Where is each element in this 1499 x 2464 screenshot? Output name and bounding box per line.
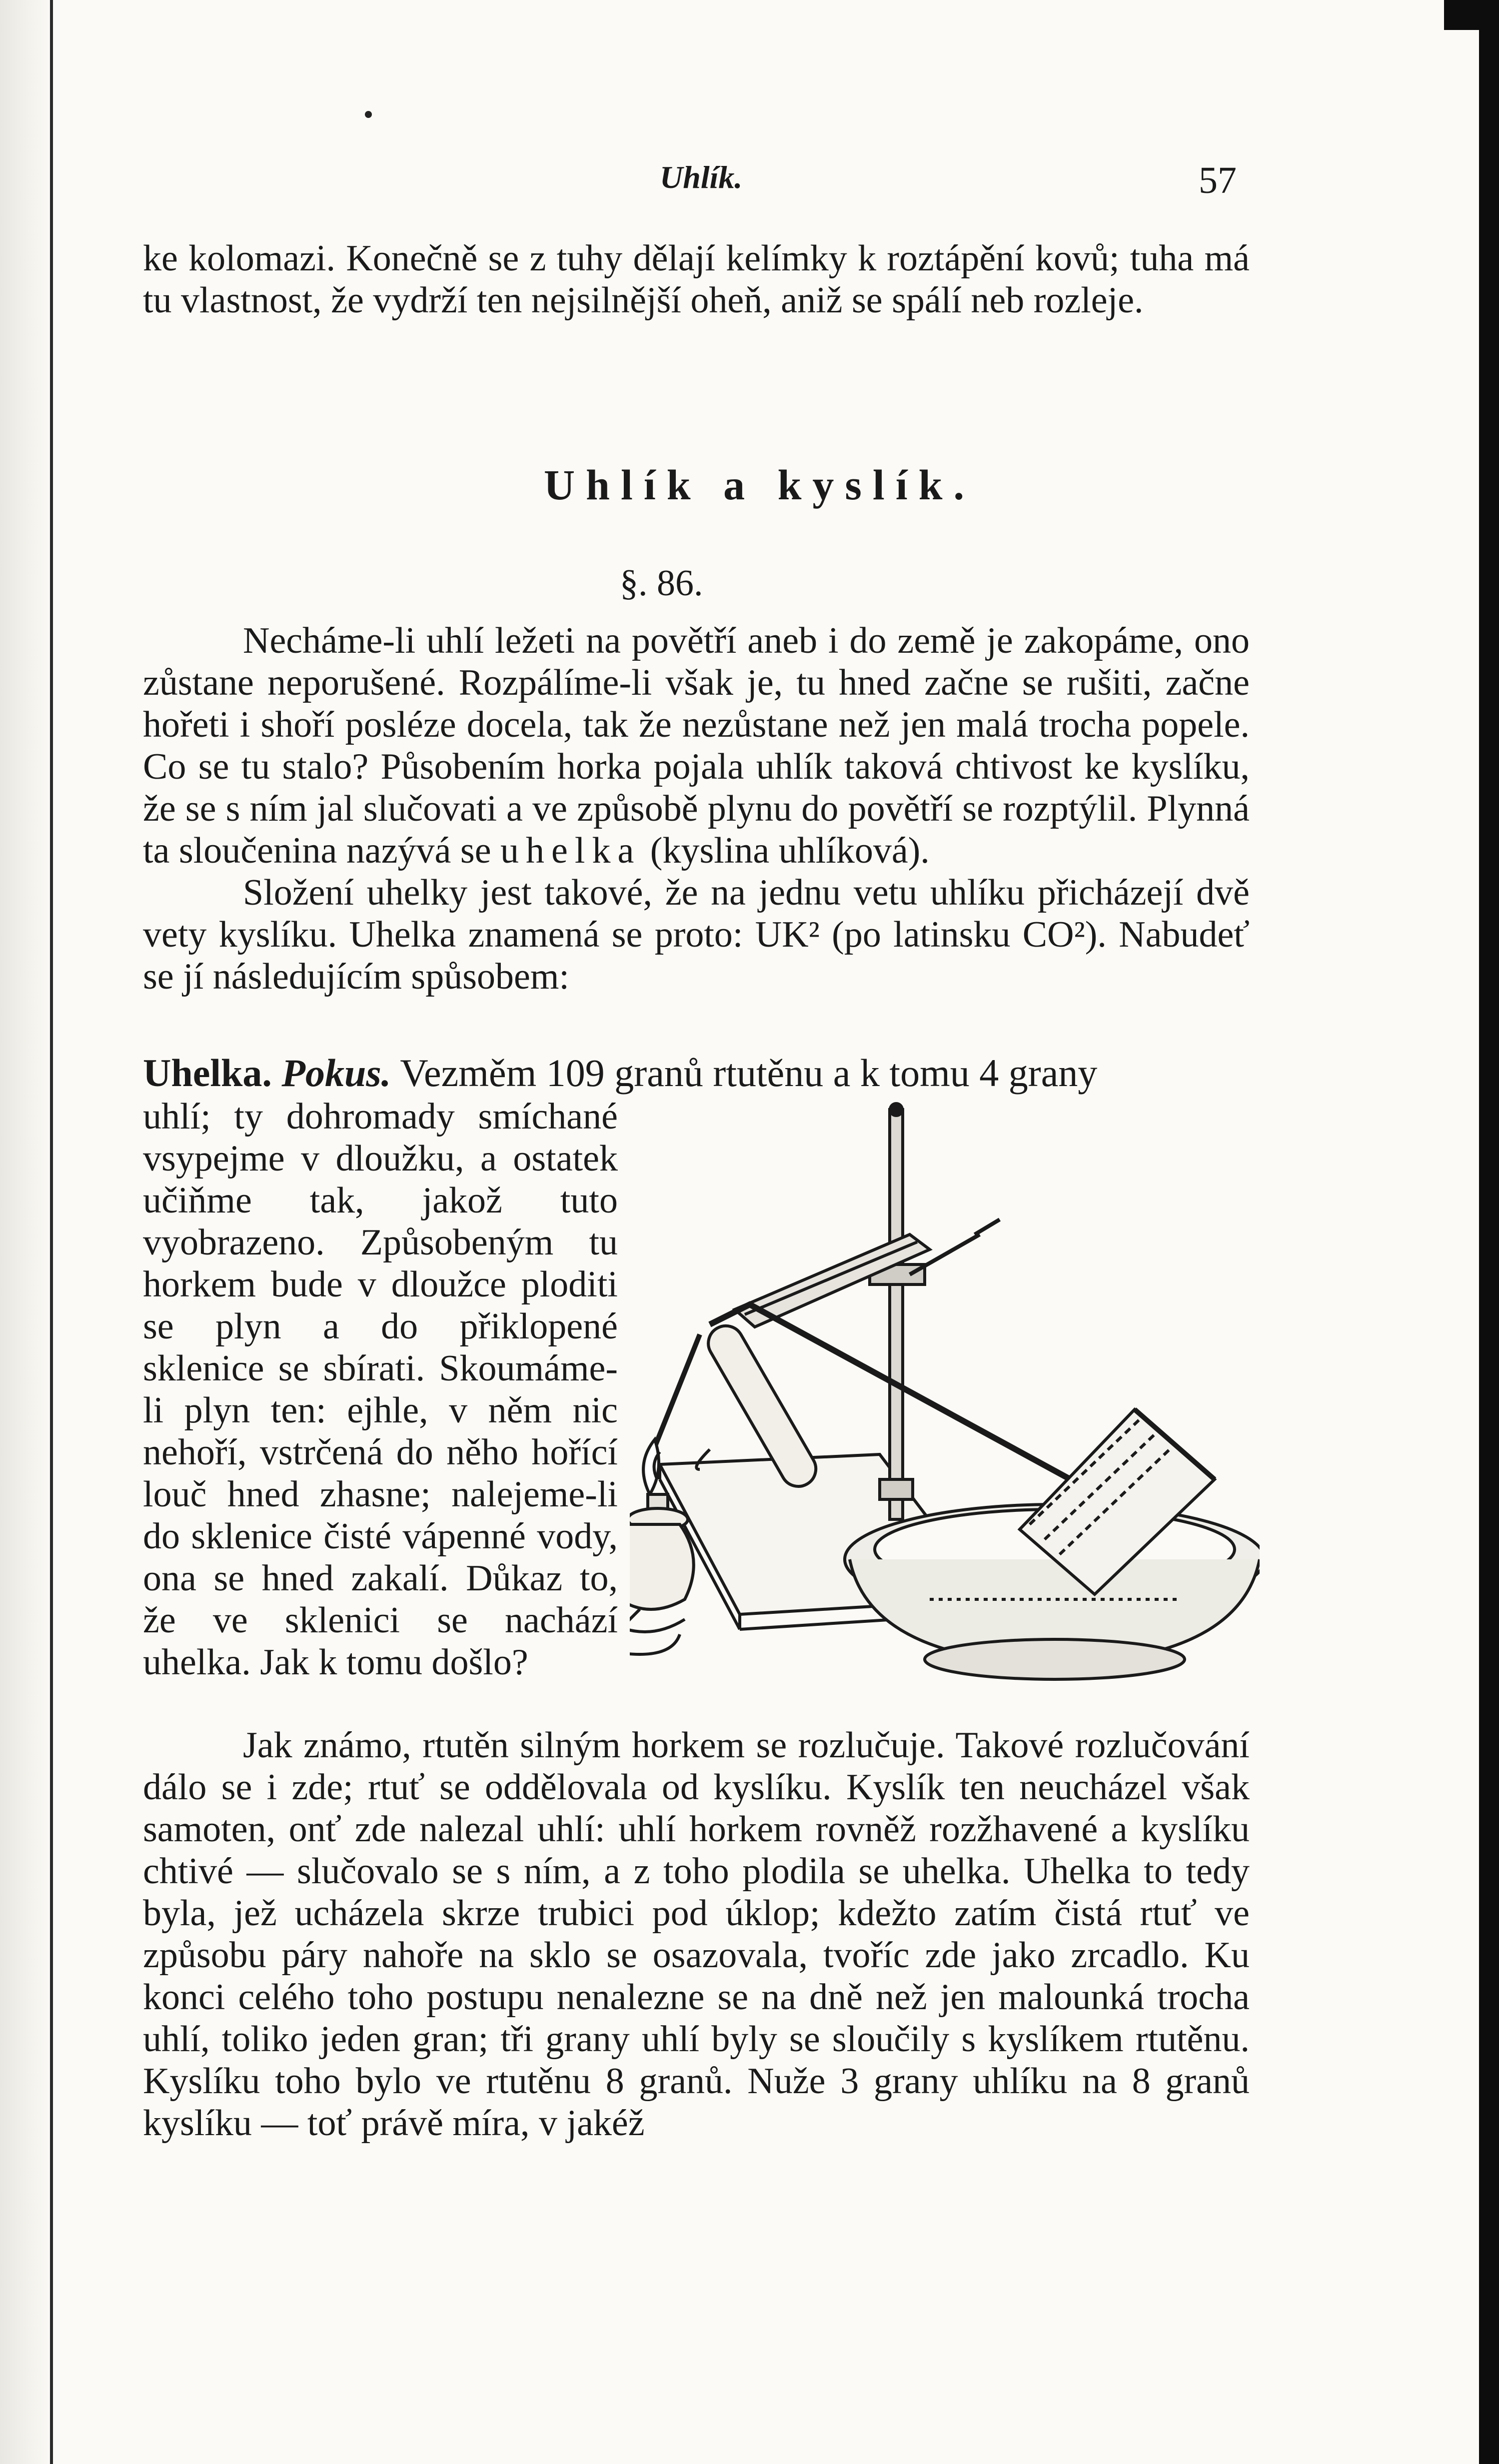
ink-speck (365, 111, 372, 118)
gutter-line (50, 0, 53, 2464)
paragraph-1: ke kolomazi. Konečně se z tuhy dělají kelímky k roztápění kovů; tuha má tu vlastnost, že vydrží ten nejsilnější oheň, aniž se spálí neb rozleje. (143, 238, 1250, 321)
scan-edge (1479, 0, 1499, 2464)
paragraph-3: Složení uhelky jest takové, že na jednu vetu uhlíku přicházejí dvě vety kyslíku. Uhelka znamená se proto: UK² (po latinsku CO²). Nabudeť se jí následujícím spůsobem: (143, 872, 1250, 997)
experiment-sublabel: Pokus. (281, 1051, 391, 1095)
paragraph-2-tail: (kyslina uhlíková). (650, 830, 930, 871)
section-number: §. 86. (620, 563, 703, 604)
apparatus-illustration (630, 1100, 1260, 1739)
scan-corner (1444, 0, 1479, 30)
stand-rod (890, 1110, 903, 1519)
experiment-wrapped-text: uhlí; ty dohromady smíchané vsypejme v dloužku, a ostatek učiňme tak, jakož tuto vyobrazeno. Způsobeným tu horkem bude v dloužce ploditi se plyn a do přiklopené sklenice se sbírati. Skoumáme-li plyn ten: ejhle, v něm nic nehoří, vstrčená do něho hořící louč hned zhasne; nalejeme-li do sklenice čisté vápenné vody, ona se hned zakalí. Důkaz to, že ve sklenici se nachází uhelka. Jak k tomu došlo? (143, 1096, 618, 1683)
paragraph-2-text: Necháme-li uhlí ležeti na povětří aneb i do země je zakopáme, ono zůstane neporušené. Rozpálíme-li však je, tu hned začne se rušiti, začne hořeti i shoří posléze docela, tak že nezůstane než jen malá trocha popele. Co se tu stalo? Působením horka pojala uhlík taková chtivost ke kyslíku, že se s ním jal slučovati a ve způsobě plynu do povětří se rozptýlil. Plynná ta sloučenina nazývá se (143, 620, 1250, 871)
experiment-heading-line (143, 1052, 1250, 1094)
paragraph-4: Jak známo, rtutěn silným horkem se rozlučuje. Takové rozlučování dálo se i zde; rtuť se oddělovala od kyslíku. Kyslík ten neucházel však samoten, onť zde nalezal uhlí: uhlí horkem rovněž rozžhavené a kyslíku chtivé — slučovalo se s ním, a z toho plodila se uhelka. Uhelka to tedy byla, jež ucházela skrze trubici pod úklop; kdežto zatím čistá rtuť ve způsobu páry nahoře na sklo se osazovala, tvoříc zde jako zrcadlo. Ku konci celého toho postupu nenalezne se na dně než jen malounká trocha uhlí, toliko jeden gran; tři grany uhlí byly se sloučily s kyslíkem rtutěnu. Kyslíku toho bylo ve rtutěnu 8 granů. Nuže 3 grany uhlíku na 8 granů kyslíku — toť právě míra, v jakéž (143, 1725, 1250, 2144)
experiment-label: Uhelka. (143, 1051, 272, 1095)
page-number: 57 (1199, 159, 1237, 201)
term-uhelka: uhelka (500, 830, 641, 871)
page-gutter (0, 0, 55, 2464)
running-head: Uhlík. (660, 159, 743, 195)
experiment-first-line: Vezměm 109 granů rtutěnu a k tomu 4 grany (400, 1051, 1098, 1095)
paragraph-group-2 (143, 620, 1250, 998)
section-title: Uhlík a kyslík. (544, 461, 975, 509)
paragraph-continuation (143, 237, 1250, 321)
paragraph-group-4 (143, 1724, 1250, 2144)
paragraph-2 (143, 620, 1250, 872)
